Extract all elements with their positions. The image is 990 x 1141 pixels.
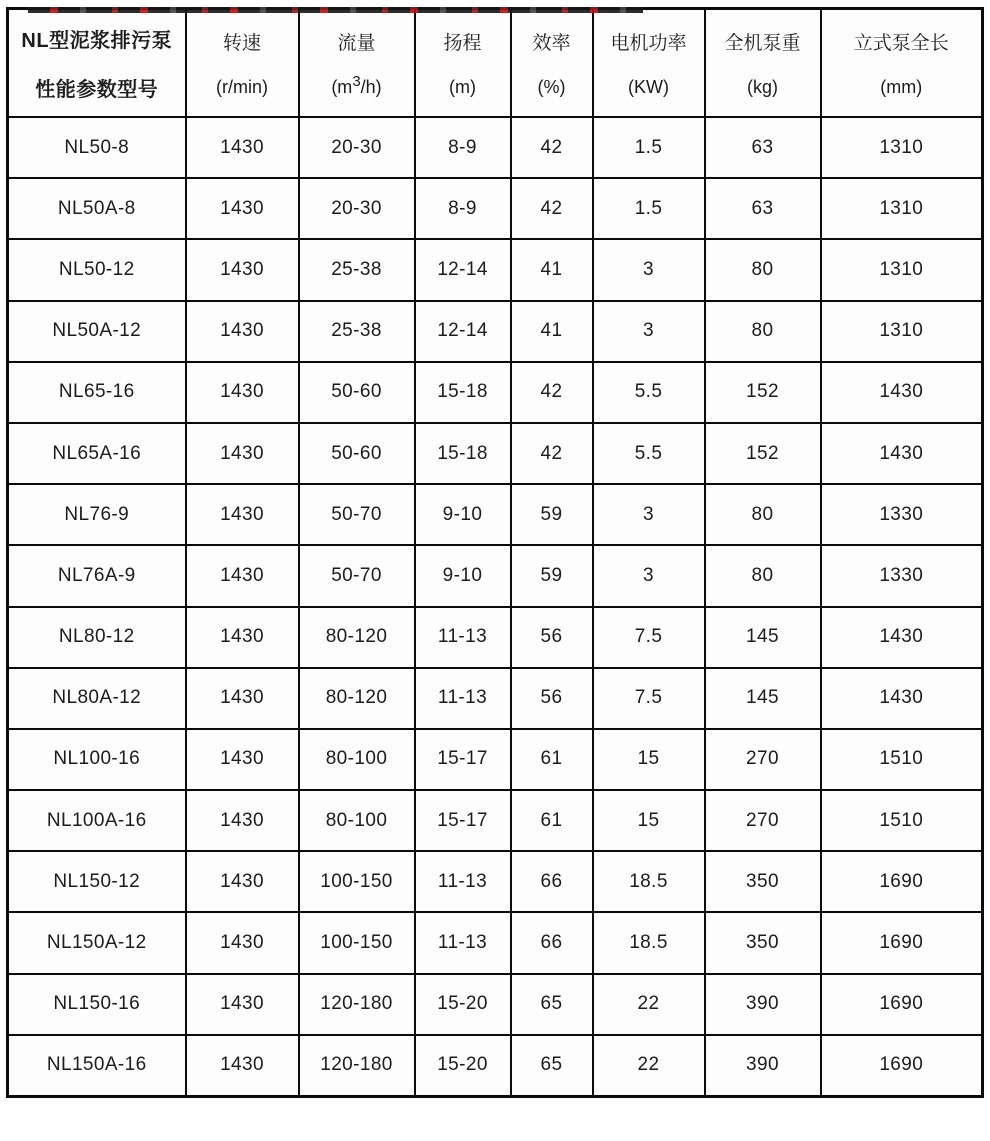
- value-cell: 1430: [186, 790, 299, 851]
- table-row: [8, 178, 983, 239]
- value-cell: 1430: [821, 668, 983, 729]
- value-cell: 11-13: [415, 607, 511, 668]
- pump-weight-header-unit: (kg): [747, 77, 778, 97]
- value-cell: 80-120: [299, 668, 415, 729]
- value-cell: 390: [705, 974, 821, 1035]
- value-cell: 11-13: [415, 912, 511, 973]
- model-header-line2: 性能参数型号: [35, 79, 159, 101]
- value-cell: 1.5: [593, 178, 705, 239]
- value-cell: 1690: [821, 974, 983, 1035]
- value-cell: 100-150: [299, 851, 415, 912]
- header-row: [8, 9, 983, 118]
- value-cell: 270: [705, 729, 821, 790]
- table-row: [8, 851, 983, 912]
- value-cell: 80: [705, 484, 821, 545]
- value-cell: 145: [705, 668, 821, 729]
- value-cell: 41: [511, 301, 593, 362]
- value-cell: 80-100: [299, 790, 415, 851]
- pump-weight-header-name: 全机泵重: [724, 33, 801, 54]
- value-cell: 1430: [186, 851, 299, 912]
- value-cell: 1430: [186, 301, 299, 362]
- value-cell: 7.5: [593, 607, 705, 668]
- value-cell: 100-150: [299, 912, 415, 973]
- table-row: [8, 301, 983, 362]
- value-cell: 1430: [821, 423, 983, 484]
- value-cell: 1430: [186, 974, 299, 1035]
- value-cell: 15-20: [415, 974, 511, 1035]
- value-cell: 120-180: [299, 1035, 415, 1097]
- value-cell: 1310: [821, 301, 983, 362]
- value-cell: 63: [705, 178, 821, 239]
- model-cell: NL100-16: [8, 729, 186, 790]
- table-row: [8, 117, 983, 178]
- value-cell: 1310: [821, 178, 983, 239]
- value-cell: 270: [705, 790, 821, 851]
- model-cell: NL76-9: [8, 484, 186, 545]
- value-cell: 61: [511, 790, 593, 851]
- table-row: [8, 912, 983, 973]
- value-cell: 390: [705, 1035, 821, 1097]
- value-cell: 1430: [186, 912, 299, 973]
- top-edge-artifact: [28, 7, 643, 13]
- value-cell: 1690: [821, 1035, 983, 1097]
- value-cell: 50-60: [299, 423, 415, 484]
- model-cell: NL65-16: [8, 362, 186, 423]
- model-cell: NL50A-8: [8, 178, 186, 239]
- value-cell: 1430: [821, 607, 983, 668]
- value-cell: 50-70: [299, 484, 415, 545]
- value-cell: 18.5: [593, 912, 705, 973]
- value-cell: 15: [593, 729, 705, 790]
- value-cell: 1430: [186, 362, 299, 423]
- model-cell: NL80-12: [8, 607, 186, 668]
- value-cell: 8-9: [415, 117, 511, 178]
- value-cell: 66: [511, 851, 593, 912]
- table-row: [8, 423, 983, 484]
- value-cell: 5.5: [593, 362, 705, 423]
- value-cell: 1430: [186, 239, 299, 300]
- col-header-pump-weight: [705, 9, 821, 118]
- table-row: [8, 729, 983, 790]
- value-cell: 1430: [186, 668, 299, 729]
- table-row: [8, 1035, 983, 1097]
- value-cell: 1430: [186, 729, 299, 790]
- value-cell: 42: [511, 117, 593, 178]
- model-cell: NL50-8: [8, 117, 186, 178]
- model-cell: NL150A-16: [8, 1035, 186, 1097]
- value-cell: 350: [705, 851, 821, 912]
- table-row: [8, 974, 983, 1035]
- value-cell: 25-38: [299, 239, 415, 300]
- value-cell: 15-17: [415, 790, 511, 851]
- value-cell: 18.5: [593, 851, 705, 912]
- model-cell: NL150A-12: [8, 912, 186, 973]
- col-header-head: [415, 9, 511, 118]
- value-cell: 59: [511, 484, 593, 545]
- model-cell: NL150-16: [8, 974, 186, 1035]
- table-row: [8, 545, 983, 606]
- value-cell: 80: [705, 545, 821, 606]
- value-cell: 1690: [821, 851, 983, 912]
- value-cell: 1430: [186, 117, 299, 178]
- value-cell: 20-30: [299, 178, 415, 239]
- value-cell: 1430: [186, 545, 299, 606]
- efficiency-header-unit: (%): [537, 77, 566, 97]
- model-cell: NL65A-16: [8, 423, 186, 484]
- value-cell: 80: [705, 239, 821, 300]
- value-cell: 8-9: [415, 178, 511, 239]
- speed-header-unit: (r/min): [216, 77, 268, 97]
- value-cell: 1430: [186, 484, 299, 545]
- value-cell: 1510: [821, 790, 983, 851]
- table-header: [8, 9, 983, 118]
- col-header-motor-power: [593, 9, 705, 118]
- value-cell: 65: [511, 1035, 593, 1097]
- value-cell: 41: [511, 239, 593, 300]
- value-cell: 1.5: [593, 117, 705, 178]
- value-cell: 1430: [186, 178, 299, 239]
- model-cell: NL50A-12: [8, 301, 186, 362]
- value-cell: 1510: [821, 729, 983, 790]
- value-cell: 56: [511, 607, 593, 668]
- head-header-unit: (m): [449, 77, 476, 97]
- table-row: [8, 484, 983, 545]
- table-row: [8, 790, 983, 851]
- model-header-line1: NL型泥浆排污泵: [21, 30, 173, 52]
- value-cell: 25-38: [299, 301, 415, 362]
- model-cell: NL150-12: [8, 851, 186, 912]
- value-cell: 42: [511, 178, 593, 239]
- value-cell: 15: [593, 790, 705, 851]
- value-cell: 9-10: [415, 484, 511, 545]
- table-row: [8, 607, 983, 668]
- value-cell: 42: [511, 423, 593, 484]
- efficiency-header-name: 效率: [532, 33, 571, 54]
- value-cell: 80: [705, 301, 821, 362]
- table-row: [8, 362, 983, 423]
- col-header-speed: [186, 9, 299, 118]
- flow-unit-superscript: 3: [352, 73, 361, 90]
- value-cell: 50-70: [299, 545, 415, 606]
- total-length-header-unit: (mm): [880, 77, 923, 97]
- value-cell: 152: [705, 423, 821, 484]
- value-cell: 3: [593, 545, 705, 606]
- flow-unit-post: /h): [360, 77, 382, 97]
- table-row: [8, 239, 983, 300]
- flow-unit-pre: (m: [331, 77, 353, 97]
- value-cell: 152: [705, 362, 821, 423]
- value-cell: 3: [593, 239, 705, 300]
- col-header-efficiency: [511, 9, 593, 118]
- value-cell: 65: [511, 974, 593, 1035]
- value-cell: 9-10: [415, 545, 511, 606]
- value-cell: 1690: [821, 912, 983, 973]
- value-cell: 145: [705, 607, 821, 668]
- value-cell: 1330: [821, 545, 983, 606]
- value-cell: 80-100: [299, 729, 415, 790]
- motor-power-header-name: 电机功率: [610, 33, 687, 54]
- value-cell: 50-60: [299, 362, 415, 423]
- value-cell: 15-18: [415, 362, 511, 423]
- table-row: [8, 668, 983, 729]
- value-cell: 11-13: [415, 851, 511, 912]
- value-cell: 12-14: [415, 301, 511, 362]
- value-cell: 11-13: [415, 668, 511, 729]
- motor-power-header-unit: (KW): [628, 77, 669, 97]
- value-cell: 22: [593, 1035, 705, 1097]
- flow-header-unit: [331, 73, 382, 98]
- value-cell: 15-18: [415, 423, 511, 484]
- value-cell: 59: [511, 545, 593, 606]
- value-cell: 15-17: [415, 729, 511, 790]
- flow-header-name: 流量: [337, 33, 376, 54]
- value-cell: 1310: [821, 239, 983, 300]
- value-cell: 1430: [821, 362, 983, 423]
- value-cell: 61: [511, 729, 593, 790]
- value-cell: 22: [593, 974, 705, 1035]
- model-cell: NL100A-16: [8, 790, 186, 851]
- speed-header-name: 转速: [222, 33, 261, 54]
- col-header-total-length: [821, 9, 983, 118]
- value-cell: 1430: [186, 607, 299, 668]
- value-cell: 3: [593, 484, 705, 545]
- table-body: [8, 117, 983, 1097]
- head-header-name: 扬程: [443, 33, 482, 54]
- value-cell: 42: [511, 362, 593, 423]
- col-header-flow: [299, 9, 415, 118]
- value-cell: 63: [705, 117, 821, 178]
- value-cell: 15-20: [415, 1035, 511, 1097]
- value-cell: 80-120: [299, 607, 415, 668]
- value-cell: 1310: [821, 117, 983, 178]
- value-cell: 56: [511, 668, 593, 729]
- value-cell: 12-14: [415, 239, 511, 300]
- value-cell: 3: [593, 301, 705, 362]
- value-cell: 120-180: [299, 974, 415, 1035]
- value-cell: 66: [511, 912, 593, 973]
- value-cell: 350: [705, 912, 821, 973]
- value-cell: 7.5: [593, 668, 705, 729]
- value-cell: 1430: [186, 1035, 299, 1097]
- model-cell: NL76A-9: [8, 545, 186, 606]
- model-cell: NL80A-12: [8, 668, 186, 729]
- value-cell: 1330: [821, 484, 983, 545]
- model-cell: NL50-12: [8, 239, 186, 300]
- value-cell: 5.5: [593, 423, 705, 484]
- pump-spec-table: [6, 7, 984, 1098]
- value-cell: 1430: [186, 423, 299, 484]
- total-length-header-name: 立式泵全长: [853, 33, 949, 54]
- value-cell: 20-30: [299, 117, 415, 178]
- col-header-model: [8, 9, 186, 118]
